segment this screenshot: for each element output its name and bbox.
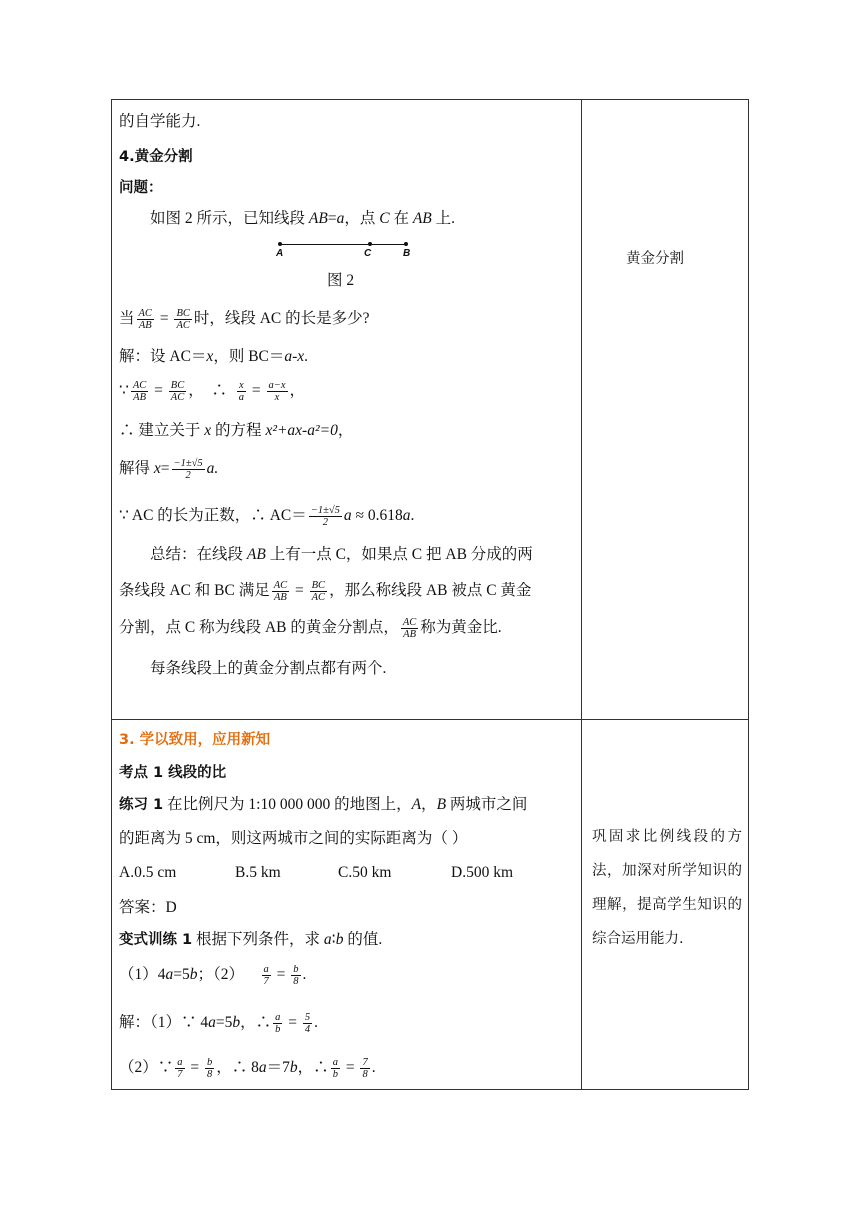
section-heading-apply: 3. 学以致用，应用新知 <box>119 732 271 748</box>
figure-caption: 图 2 <box>327 272 355 289</box>
point-c <box>368 242 372 246</box>
label-b: B <box>403 248 411 259</box>
fraction: $\frac{BC}{AC}$ <box>311 580 326 603</box>
fraction: $\frac{AC}{AB}$ <box>138 308 152 331</box>
column-divider <box>581 100 582 1089</box>
solution-line-1: 解：设 AC＝x，则 BC＝a-x. <box>119 348 309 365</box>
fraction: $\frac{-1\pm√5}{2}$ <box>310 505 340 528</box>
every-segment-line: 每条线段上的黄金分割点都有两个. <box>150 660 387 677</box>
summary-line-3: 分割，点 C 称为线段 AB 的黄金分割点， $\frac{AC}{AB}$ 称为黄金比. <box>119 617 502 640</box>
fraction: $\frac{5}{4}$ <box>304 1012 311 1035</box>
solution-part-1: 解：（1）∵ 4a=5b，∴ $\frac{a}{b}$ = $\frac{5}{4}$ . <box>119 1012 319 1035</box>
fraction: $\frac{b}{8}$ <box>207 1057 213 1080</box>
solve-line: 解得 x= $\frac{-1\pm√5}{2}$ a. <box>119 458 219 481</box>
fraction: $\frac{BC}{AC}$ <box>170 380 185 403</box>
fraction: $\frac{x}{a}$ <box>238 380 244 403</box>
option-d: D.500 km <box>451 864 513 881</box>
equation-line: ∴ 建立关于 x 的方程 x²+ax-a²=0， <box>119 422 354 439</box>
key-point-heading: 考点 1 线段的比 <box>119 765 227 781</box>
when-line: 当 $\frac{AC}{AB}$ = $\frac{BC}{AC}$ 时，线段 AC 的长是多少? <box>119 308 370 331</box>
fraction: $\frac{7}{8}$ <box>362 1057 368 1080</box>
point-a <box>278 242 282 246</box>
fraction: $\frac{a}{b}$ <box>275 1012 281 1035</box>
section-heading-golden: 4.黄金分割 <box>119 149 193 165</box>
condition-line: （1）4a=5b；（2） $\frac{a}{7}$ = $\frac{b}{8}$ . <box>119 964 307 987</box>
fraction: $\frac{BC}{AC}$ <box>176 308 190 331</box>
summary-line-1: 总结：在线段 AB 上有一点 C，如果点 C 把 AB 分成的两 <box>150 546 533 563</box>
exercise-line-2: 的距离为 5 cm，则这两城市之间的实际距离为（ ） <box>119 830 468 847</box>
option-c: C.50 km <box>338 864 392 881</box>
side-note-golden: 黄金分割 <box>626 251 684 267</box>
row-divider <box>112 719 748 720</box>
positive-line: ∵ AC 的长为正数，∴ AC＝ $\frac{-1\pm√5}{2}$ a ≈ 0.618a. <box>119 505 415 528</box>
exercise-line-1: 练习 1 在比例尺为 1:10 000 000 的地图上，A，B 两城市之间 <box>119 796 528 813</box>
lesson-table <box>111 99 749 1090</box>
fraction: $\frac{a}{b}$ <box>332 1057 338 1080</box>
side-note-purpose: 巩固求比例线段的方法，加深对所学知识的理解，提高学生知识的综合运用能力. <box>592 829 742 947</box>
summary-line-2: 条线段 AC 和 BC 满足 $\frac{AC}{AB}$ = $\frac{BC}{AC}$ ，那么称线段 AB 被点 C 黄金 <box>119 580 532 603</box>
option-a: A.0.5 cm <box>119 864 177 881</box>
fraction: $\frac{AC}{AB}$ <box>402 617 417 640</box>
solution-part-2: （2）∵ $\frac{a}{7}$ = $\frac{b}{8}$ ，∴ 8a＝7b，∴ $\frac{a}{b}$ = $\frac{7}{8}$ . <box>119 1057 376 1080</box>
label-c: C <box>364 248 372 259</box>
fraction: $\frac{AC}{AB}$ <box>132 380 147 403</box>
fraction: $\frac{a-x}{x}$ <box>268 380 286 403</box>
fraction: $\frac{-1\pm√5}{2}$ <box>173 458 203 481</box>
answer-line: 答案：D <box>119 899 177 916</box>
point-b <box>404 242 408 246</box>
fraction: $\frac{AC}{AB}$ <box>273 580 288 603</box>
question-text: 如图 2 所示，已知线段 AB=a，点 C 在 AB 上. <box>150 210 456 227</box>
segment-line <box>280 244 406 245</box>
variant-line: 变式训练 1 根据下列条件，求 a∶b 的值. <box>119 931 383 948</box>
option-b: B.5 km <box>235 864 281 881</box>
ratio-line: ∵ $\frac{AC}{AB}$ = $\frac{BC}{AC}$ ， ∴ $\frac{x}{a}$ = $\frac{a-x}{x}$ ， <box>119 380 306 403</box>
fraction: $\frac{a}{7}$ <box>263 964 269 987</box>
fraction: $\frac{a}{7}$ <box>177 1057 183 1080</box>
label-a: A <box>276 248 284 259</box>
fraction: $\frac{b}{8}$ <box>293 964 299 987</box>
text-line: 的自学能力. <box>119 113 201 130</box>
question-label: 问题： <box>119 180 163 196</box>
segment-figure <box>272 240 422 262</box>
